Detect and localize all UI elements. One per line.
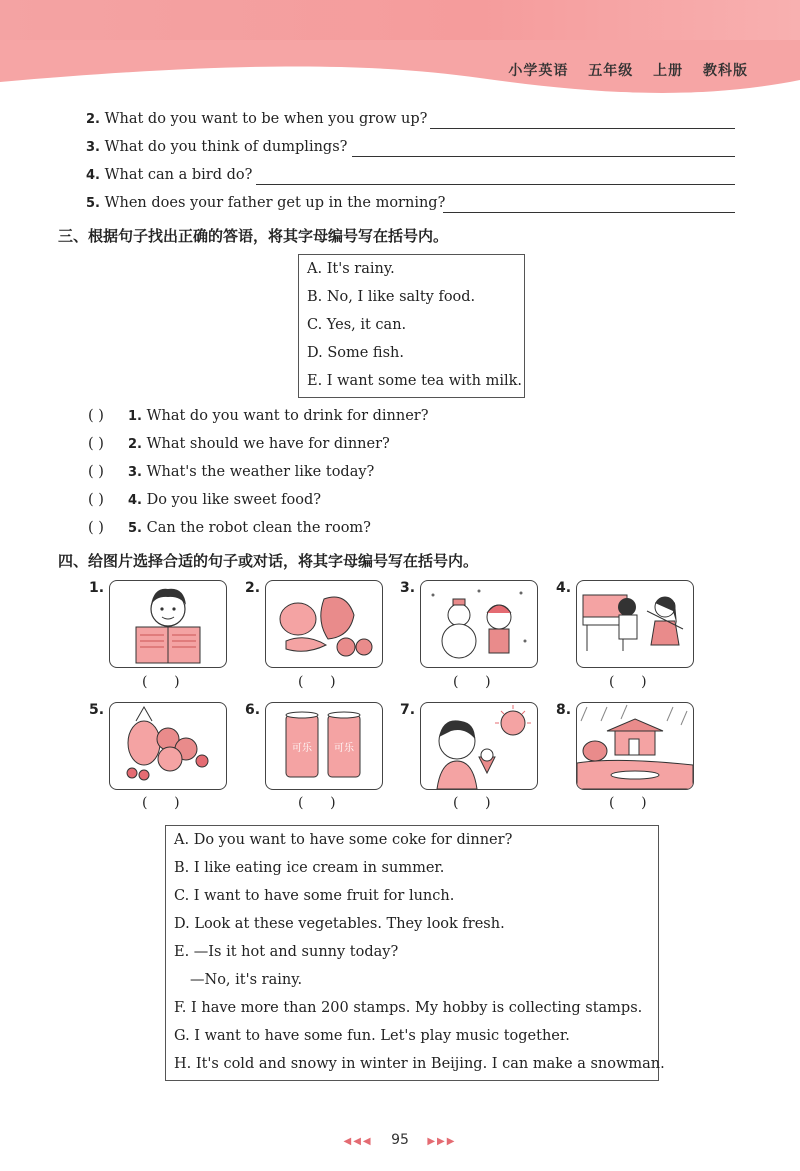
picture-1-answer[interactable]: ( ) [142,674,180,690]
section-3-options-box [298,254,525,398]
section-3-question-3: ( ) 3. What's the weather like today? [88,464,375,480]
next-arrows-icon: ▶▶▶ [427,1136,457,1147]
picture-6-number: 6. [245,702,261,718]
option-c: C. Yes, it can. [307,317,407,333]
section-3-question-1: ( ) 1. What do you want to drink for dinner? [88,408,429,424]
section-3-question-5: ( ) 5. Can the robot clean the room? [88,520,371,536]
picture-2-number: 2. [245,580,261,596]
can-label-1: 可乐 [292,743,312,754]
header-edition: 教科版 [703,63,748,79]
page-footer [0,1132,800,1148]
picture-4-number: 4. [556,580,572,596]
picture-1-number: 1. [89,580,105,596]
section-3-question-2: ( ) 2. What should we have for dinner? [88,436,390,452]
option-a: A. It's rainy. [307,261,395,277]
page-number: 95 [391,1132,409,1148]
answer-blank[interactable]: ( ) [88,408,104,424]
answer-line-4[interactable] [256,184,735,185]
coke-cans-icon [265,702,383,790]
answer-blank[interactable]: ( ) [88,492,104,508]
vegetables-icon [265,580,383,668]
can-label-2: 可乐 [334,743,354,754]
fruit-icon [109,702,227,790]
picture-5-number: 5. [89,702,105,718]
answer-line-3[interactable] [352,156,735,157]
header-book-info [494,60,748,80]
option-h: H. It's cold and snowy in winter in Beijing. I can make a snowman. [174,1056,665,1072]
question-2: 2. What do you want to be when you grow up? [86,111,428,127]
question-4: 4. What can a bird do? [86,167,253,183]
picture-2-answer[interactable]: ( ) [298,674,336,690]
picture-4-answer[interactable]: ( ) [609,674,647,690]
rainy-house-icon [576,702,694,790]
picture-6-answer[interactable]: ( ) [298,795,336,811]
question-5: 5. When does your father get up in the morning? [86,195,446,211]
answer-blank[interactable]: ( ) [88,464,104,480]
picture-7-answer[interactable]: ( ) [453,795,491,811]
prev-arrows-icon: ◀◀◀ [343,1136,373,1147]
picture-3-answer[interactable]: ( ) [453,674,491,690]
boy-reading-newspaper-icon [109,580,227,668]
section-4-options-box [165,825,665,1081]
header-grade: 五年级 [588,63,634,79]
option-g: G. I want to have some fun. Let's play music together. [174,1028,570,1044]
picture-5-answer[interactable]: ( ) [142,795,180,811]
picture-7-number: 7. [400,702,416,718]
question-3: 3. What do you think of dumplings? [86,139,348,155]
answer-line-2[interactable] [430,128,735,129]
option-e: E. I want some tea with milk. [307,373,522,389]
header-volume: 上册 [653,63,684,79]
header-subject: 小学英语 [508,63,569,79]
section-3-question-4: ( ) 4. Do you like sweet food? [88,492,322,508]
answer-blank[interactable]: ( ) [88,436,104,452]
picture-3-number: 3. [400,580,416,596]
option-d: D. Look at these vegetables. They look fresh. [174,916,505,932]
option-b: B. No, I like salty food. [307,289,476,305]
picture-8-answer[interactable]: ( ) [609,795,647,811]
girl-ice-cream-sun-icon [420,702,538,790]
section-4-title: 四、给图片选择合适的句子或对话，将其字母编号写在括号内。 [58,552,479,570]
option-e: E. —Is it hot and sunny today? [174,944,399,960]
option-c: C. I want to have some fruit for lunch. [174,888,455,904]
option-f: F. I have more than 200 stamps. My hobby is collecting stamps. [174,1000,643,1016]
piano-violin-icon [576,580,694,668]
option-b: B. I like eating ice cream in summer. [174,860,445,876]
answer-line-5[interactable] [443,212,735,213]
option-e-reply: —No, it's rainy. [190,972,303,988]
option-a: A. Do you want to have some coke for dinner? [174,832,513,848]
option-d: D. Some fish. [307,345,404,361]
answer-blank[interactable]: ( ) [88,520,104,536]
snowman-girl-icon [420,580,538,668]
picture-8-number: 8. [556,702,572,718]
section-3-title: 三、根据句子找出正确的答语，将其字母编号写在括号内。 [58,227,449,245]
